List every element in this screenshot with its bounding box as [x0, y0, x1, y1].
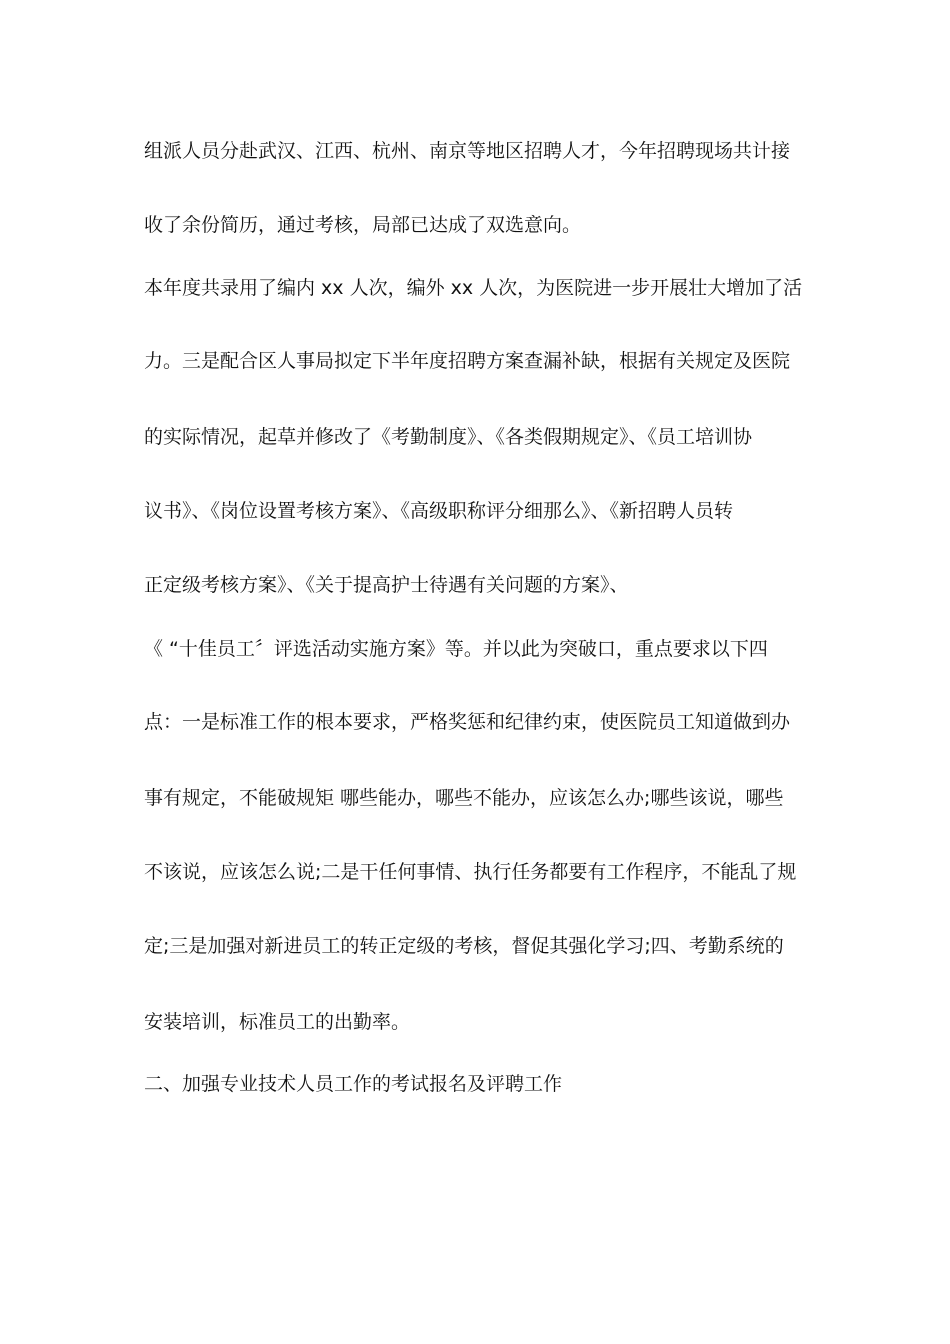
- text-line: 议书》、《岗位设置考核方案》、《高级职称评分细那么》、《新招聘人员转: [144, 500, 734, 522]
- text-line: 本年度共录用了编内 xx 人次，编外 xx 人次，为医院进一步开展壮大增加了活: [144, 277, 803, 299]
- text-line: 力。三是配合区人事局拟定下半年度招聘方案查漏补缺，根据有关规定及医院: [144, 350, 791, 372]
- text-line: 正定级考核方案》、《关于提高护士待遇有关问题的方案》、: [144, 574, 629, 596]
- text-line: 定;三是加强对新进员工的转正定级的考核，督促其强化学习;四、考勤系统的: [144, 935, 784, 957]
- text-line: 《 “十佳员工〞评选活动实施方案》等。并以此为突破口，重点要求以下四: [144, 638, 768, 660]
- text-line: 不该说，应该怎么说;二是干任何事情、执行任务都要有工作程序，不能乱了规: [144, 861, 797, 883]
- text-line: 组派人员分赴武汉、江西、杭州、南京等地区招聘人才，今年招聘现场共计接: [144, 140, 791, 162]
- text-line: 点：一是标准工作的根本要求，严格奖惩和纪律约束，使医院员工知道做到办: [144, 711, 791, 733]
- text-line: 安装培训，标准员工的出勤率。: [144, 1011, 411, 1033]
- section-heading: 二、加强专业技术人员工作的考试报名及评聘工作: [144, 1073, 563, 1095]
- text-line: 事有规定，不能破规矩 哪些能办，哪些不能办，应该怎么办;哪些该说，哪些: [144, 787, 784, 809]
- text-line: 收了余份简历，通过考核，局部已达成了双选意向。: [144, 214, 582, 236]
- text-line: 的实际情况，起草并修改了《考勤制度》、《各类假期规定》、《员工培训协: [144, 426, 753, 448]
